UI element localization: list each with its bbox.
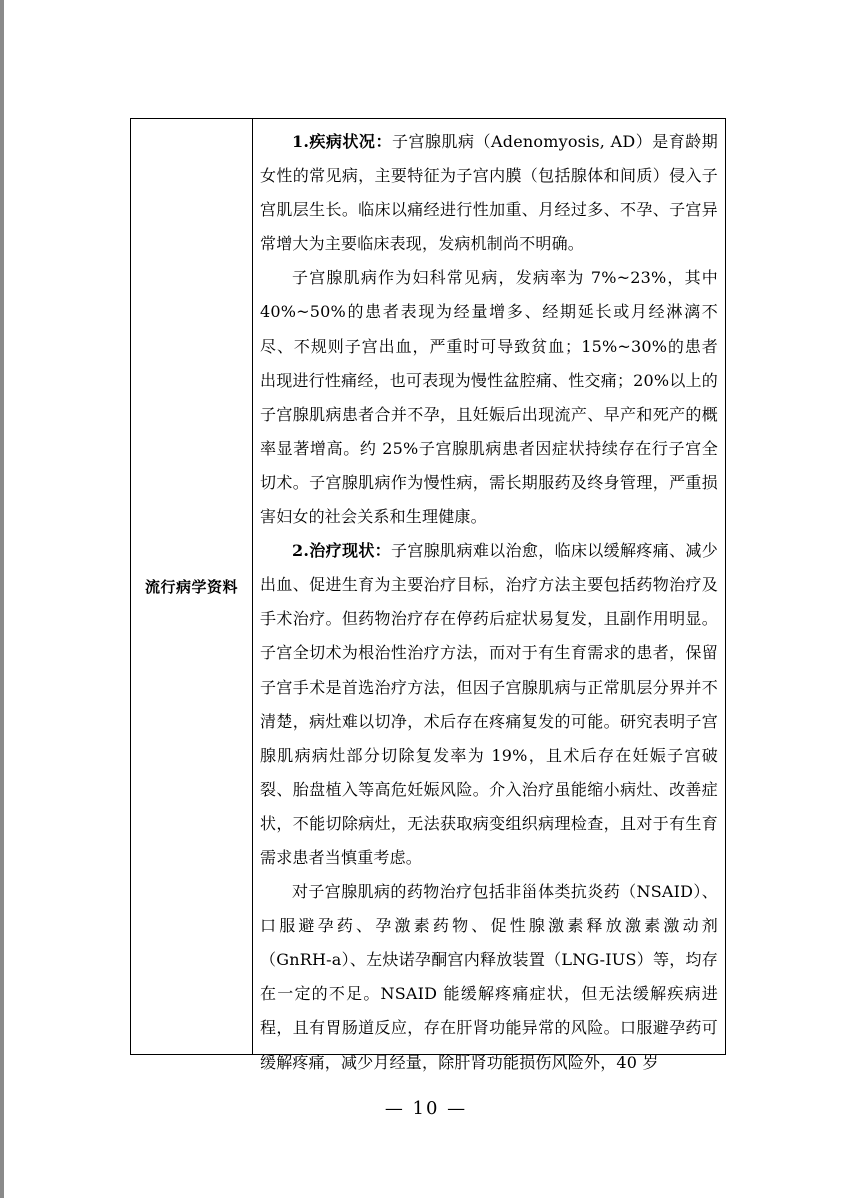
paragraph-drug-therapy (260, 875, 718, 1080)
page-edge-bar (0, 0, 4, 1198)
paragraph-heading: 1.疾病状况： (292, 132, 392, 151)
paragraph-incidence (260, 261, 718, 534)
content-cell (253, 119, 725, 1072)
paragraph-text: 子宫腺肌病作为妇科常见病，发病率为 7%~23%，其中 40%~50%的患者表现为经量增多、经期延长或月经淋漓不尽、不规则子宫出血，严重时可导致贫血；15%~30%的患者出现进行性痛经，也可表现为慢性盆腔痛、性交痛；20%以上的子宫腺肌病患者合并不孕，且妊娠后出现流产、早产和死产的概率显著增高。约 25%子宫腺肌病患者因症状持续存在行子宫全切术。子宫腺肌病作为慢性病，需长期服药及终身管理，严重损害妇女的社会关系和生理健康。 (260, 268, 718, 527)
row-label: 流行病学资料 (144, 578, 238, 596)
row-label-cell (131, 119, 253, 1054)
page-number: — 10 — (384, 1098, 468, 1119)
paragraph-heading: 2.治疗现状： (292, 541, 392, 561)
document-table (130, 118, 726, 1072)
paragraph-text: 子宫腺肌病（Adenomyosis, AD）是育龄期女性的常见病，主要特征为子宫内膜（包括腺体和间质）侵入子宫肌层生长。临床以痛经进行性加重、月经过多、不孕、子宫异常增大为主要临床表现，发病机制尚不明确。 (260, 132, 718, 254)
paragraph-text: 对子宫腺肌病的药物治疗包括非甾体类抗炎药（NSAID）、口服避孕药、孕激素药物、促性腺激素释放激素激动剂（GnRH-a）、左炔诺孕酮宫内释放装置（LNG-IUS）等，均存在一定的不足。NSAID 能缓解疼痛症状，但无法缓解疾病进程，且有胃肠道反应，存在肝肾功能异常的风险。口服避孕药可缓解疼痛，减少月经量，除肝肾功能损伤风险外，40 岁 (260, 882, 718, 1072)
paragraph-treatment-status (260, 534, 718, 875)
paragraph-disease-status (260, 125, 718, 261)
paragraph-text: 子宫腺肌病难以治愈，临床以缓解疼痛、减少出血、促进生育为主要治疗目标，治疗方法主要包括药物治疗及手术治疗。但药物治疗存在停药后症状易复发，且副作用明显。子宫全切术为根治性治疗方法，而对于有生育需求的患者，保留子宫手术是首选治疗方法，但因子宫腺肌病与正常肌层分界并不清楚，病灶难以切净，术后存在疼痛复发的可能。研究表明子宫腺肌病病灶部分切除复发率为 19%，且术后存在妊娠子宫破裂、胎盘植入等高危妊娠风险。介入治疗虽能缩小病灶、改善症状，不能切除病灶，无法获取病变组织病理检查，且对于有生育需求患者当慎重考虑。 (260, 541, 718, 867)
